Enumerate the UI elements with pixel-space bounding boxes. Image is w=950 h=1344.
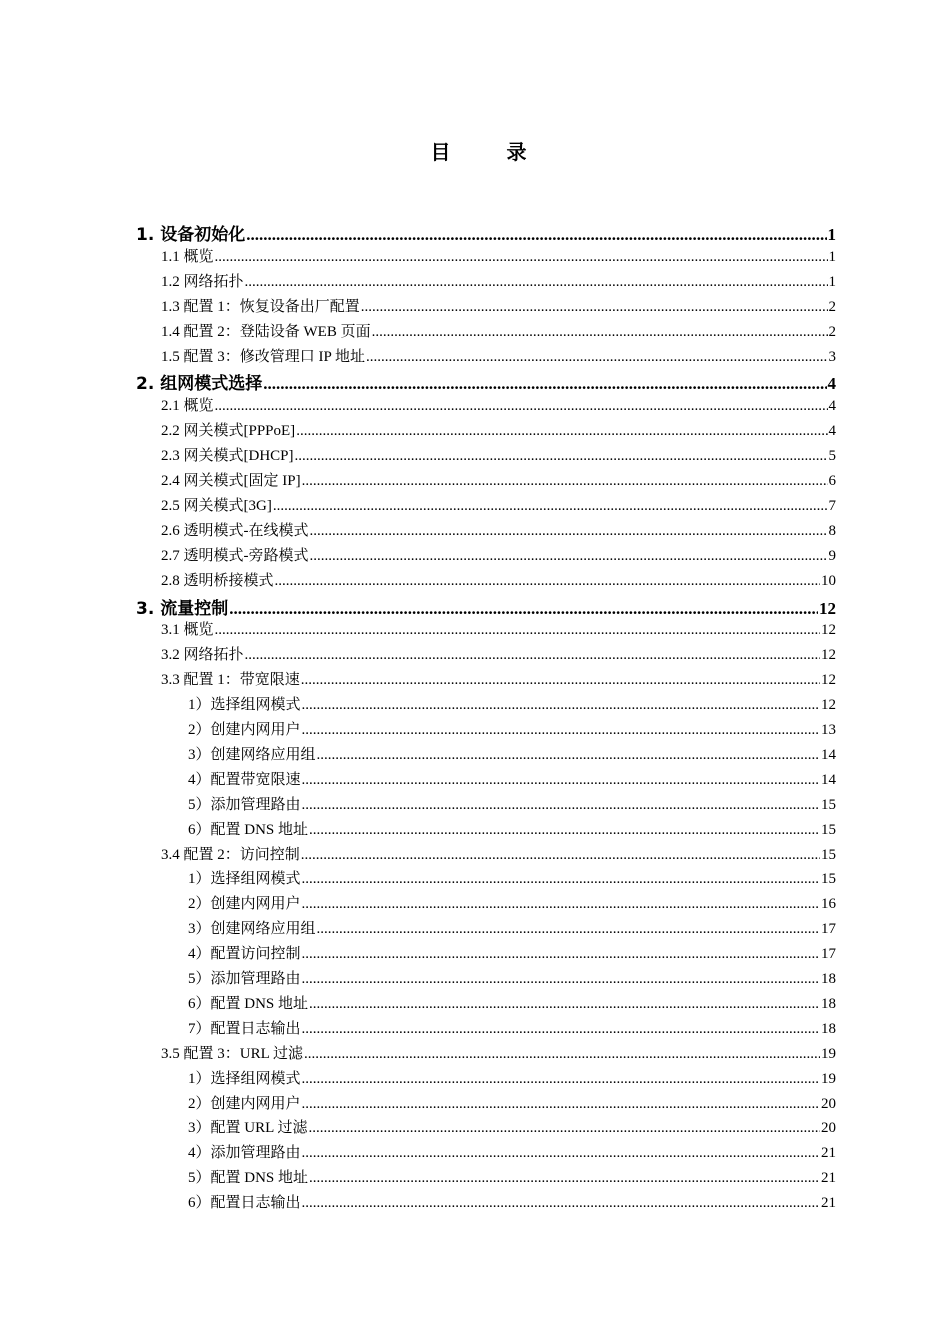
- toc-dot-leader: [302, 896, 820, 913]
- toc-entry[interactable]: [188, 768, 836, 792]
- toc-entry-label: 5）添加管理路由: [188, 971, 301, 987]
- toc-entry-page-number: 12: [821, 672, 836, 689]
- toc-dot-leader: [215, 622, 820, 639]
- toc-entry-page-number: 15: [821, 821, 836, 838]
- toc-entry-page-number: 15: [821, 846, 836, 863]
- toc-entry-label: 5）添加管理路由: [188, 796, 301, 813]
- toc-entry-page-number: 15: [821, 871, 836, 888]
- toc-dot-leader: [308, 1120, 820, 1137]
- toc-entry-label: 2.5 网关模式[3G]: [161, 497, 272, 514]
- toc-dot-leader: [302, 971, 820, 988]
- toc-dot-leader: [263, 374, 826, 394]
- toc-entry-page-number: 3: [828, 348, 836, 365]
- toc-dot-leader: [309, 822, 820, 839]
- toc-dot-leader: [310, 523, 828, 540]
- toc-dot-leader: [361, 299, 828, 316]
- toc-entry[interactable]: [161, 345, 836, 369]
- toc-entry-page-number: 18: [821, 1020, 836, 1037]
- toc-entry-page-number: 18: [821, 995, 836, 1012]
- toc-entry-label: 2.3 网关模式[DHCP]: [161, 448, 294, 465]
- toc-dot-leader: [245, 274, 828, 291]
- toc-entry-page-number: 20: [821, 1120, 836, 1137]
- toc-entry-page-number: 16: [821, 896, 836, 913]
- toc-entry-label: 2）创建内网用户: [188, 896, 301, 913]
- toc-entry-page-number: 14: [821, 746, 836, 763]
- toc-entry[interactable]: [188, 793, 836, 817]
- toc-entry[interactable]: [136, 220, 836, 244]
- toc-entry-label: 2.4 网关模式[固定 IP]: [161, 473, 301, 489]
- toc-entry-label: 1.4 配置 2：登陆设备 WEB 页面: [161, 323, 371, 340]
- toc-entry[interactable]: [188, 818, 836, 842]
- toc-entry[interactable]: [161, 643, 836, 667]
- toc-entry-page-number: 1: [828, 273, 836, 290]
- toc-dot-leader: [302, 797, 820, 814]
- toc-dot-leader: [304, 1046, 820, 1063]
- toc-entry-page-number: 12: [819, 598, 836, 618]
- toc-entry-page-number: 1: [828, 248, 836, 265]
- toc-entry-page-number: 15: [821, 796, 836, 813]
- toc-entry[interactable]: [161, 519, 836, 543]
- toc-dot-leader: [302, 1021, 820, 1038]
- toc-entry-page-number: 13: [821, 722, 836, 738]
- toc-entry[interactable]: [188, 1092, 836, 1116]
- toc-entry[interactable]: [188, 967, 836, 991]
- toc-entry-label: 6）配置日志输出: [188, 1195, 301, 1212]
- toc-entry-label: 2.6 透明模式-在线模式: [161, 522, 309, 539]
- toc-entry-label: 3.2 网络拓扑: [161, 647, 244, 664]
- toc-entry-label: 1.1 概览: [161, 248, 214, 265]
- toc-entry-label: 4）配置访问控制: [188, 946, 301, 963]
- toc-entry[interactable]: [161, 494, 836, 518]
- toc-entry-page-number: 12: [821, 697, 836, 714]
- toc-entry-page-number: 9: [828, 547, 836, 564]
- toc-dot-leader: [310, 548, 828, 565]
- toc-entry[interactable]: [161, 843, 836, 867]
- toc-dot-leader: [309, 996, 820, 1013]
- toc-entry-label: 3）创建网络应用组: [188, 921, 316, 938]
- toc-entry[interactable]: [161, 295, 836, 319]
- toc-dot-leader: [372, 324, 828, 341]
- toc-entry-label: 2）创建内网用户: [188, 722, 301, 738]
- toc-entry-page-number: 21: [821, 1195, 836, 1212]
- toc-entry-label: 3.5 配置 3：URL 过滤: [161, 1045, 303, 1062]
- toc-entry-label: 6）配置 DNS 地址: [188, 821, 309, 838]
- toc-entry-label: 4）配置带宽限速: [188, 771, 301, 788]
- toc-entry[interactable]: [188, 1017, 836, 1041]
- toc-entry-label: 1. 设备初始化: [136, 225, 246, 245]
- toc-dot-leader: [301, 847, 820, 864]
- toc-entry[interactable]: [188, 992, 836, 1016]
- toc-entry[interactable]: [188, 892, 836, 916]
- toc-entry[interactable]: [188, 917, 836, 941]
- toc-dot-leader: [309, 1170, 820, 1187]
- toc-entry-page-number: 20: [821, 1095, 836, 1112]
- toc-entry[interactable]: [161, 668, 836, 692]
- toc-entry[interactable]: [161, 245, 836, 269]
- toc-dot-leader: [302, 722, 820, 739]
- toc-entry-page-number: 12: [821, 647, 836, 664]
- toc-dot-leader: [302, 1145, 820, 1162]
- toc-entry-page-number: 17: [821, 921, 836, 938]
- toc-entry-page-number: 5: [828, 448, 836, 465]
- toc-entry[interactable]: [188, 1191, 836, 1215]
- toc-entry[interactable]: [161, 394, 836, 418]
- toc-entry[interactable]: [161, 469, 836, 493]
- toc-dot-leader: [302, 1071, 820, 1088]
- toc-entry[interactable]: [188, 718, 836, 742]
- toc-dot-leader: [302, 946, 820, 963]
- toc-dot-leader: [275, 573, 820, 590]
- toc-entry[interactable]: [188, 867, 836, 891]
- toc-title: 目 录: [430, 140, 545, 164]
- toc-entry[interactable]: [161, 618, 836, 642]
- toc-dot-leader: [295, 448, 828, 465]
- toc-entry[interactable]: [161, 544, 836, 568]
- toc-entry-page-number: 14: [821, 771, 836, 788]
- toc-entry[interactable]: [136, 594, 836, 618]
- toc-entry[interactable]: [161, 1042, 836, 1066]
- toc-dot-leader: [366, 349, 827, 366]
- toc-dot-leader: [273, 498, 828, 515]
- toc-entry-label: 3）创建网络应用组: [188, 746, 316, 763]
- toc-entry-label: 1.2 网络拓扑: [161, 273, 244, 290]
- toc-entry-label: 6）配置 DNS 地址: [188, 995, 309, 1012]
- toc-entry-label: 4）添加管理路由: [188, 1145, 301, 1162]
- toc-entry-label: 3.3 配置 1：带宽限速: [161, 672, 300, 689]
- toc-entry[interactable]: [161, 419, 836, 443]
- toc-entry-page-number: 4: [828, 423, 836, 440]
- toc-dot-leader: [302, 1096, 820, 1113]
- toc-entry[interactable]: [188, 1067, 836, 1091]
- toc-entry-page-number: 1: [827, 225, 836, 244]
- toc-entry-page-number: 4: [827, 374, 836, 394]
- toc-entry-label: 3.4 配置 2：访问控制: [161, 846, 300, 863]
- toc-entry-label: 2.8 透明桥接模式: [161, 572, 274, 589]
- toc-entry-page-number: 4: [828, 398, 836, 415]
- toc-entry-label: 1）选择组网模式: [188, 697, 301, 714]
- toc-entry-label: 5）配置 DNS 地址: [188, 1170, 309, 1187]
- toc-entry-label: 1.5 配置 3：修改管理口 IP 地址: [161, 348, 366, 365]
- toc-entry-label: 2.2 网关模式[PPPoE]: [161, 423, 296, 440]
- toc-entry-page-number: 21: [821, 1170, 836, 1187]
- toc-dot-leader: [302, 1195, 820, 1212]
- toc-entry-page-number: 17: [821, 946, 836, 963]
- toc-entry[interactable]: [188, 1141, 836, 1165]
- toc-entry[interactable]: [161, 320, 836, 344]
- toc-dot-leader: [302, 697, 820, 714]
- toc-dot-leader: [245, 647, 820, 664]
- toc-dot-leader: [302, 871, 820, 888]
- toc-dot-leader: [229, 599, 818, 619]
- toc-entry-page-number: 19: [821, 1070, 836, 1087]
- toc-entry-label: 2.7 透明模式-旁路模式: [161, 547, 309, 564]
- toc-entry-label: 1.3 配置 1：恢复设备出厂配置: [161, 298, 360, 315]
- toc-dot-leader: [317, 747, 820, 764]
- toc-entry-page-number: 10: [821, 572, 836, 589]
- toc-entry[interactable]: [188, 1116, 836, 1140]
- toc-entry[interactable]: [161, 444, 836, 468]
- toc-entry[interactable]: [188, 942, 836, 966]
- toc-entry[interactable]: [161, 270, 836, 294]
- toc-dot-leader: [215, 249, 828, 266]
- toc-entry-label: 1）选择组网模式: [188, 1070, 301, 1087]
- toc-entry-page-number: 7: [828, 497, 836, 514]
- toc-entry-label: 3）配置 URL 过滤: [188, 1120, 308, 1137]
- toc-entry-page-number: 8: [828, 522, 836, 539]
- toc-entry-label: 2）创建内网用户: [188, 1095, 301, 1112]
- toc-dot-leader: [302, 772, 820, 789]
- toc-entry[interactable]: [136, 369, 836, 393]
- toc-entry-page-number: 18: [821, 971, 836, 987]
- toc-entry-page-number: 21: [821, 1145, 836, 1162]
- toc-entry-label: 3.1 概览: [161, 622, 214, 639]
- toc-dot-leader: [301, 672, 820, 689]
- toc-dot-leader: [302, 473, 828, 490]
- toc-dot-leader: [296, 423, 827, 440]
- toc-entry-page-number: 6: [828, 473, 836, 489]
- toc-entry-page-number: 12: [821, 622, 836, 639]
- toc-entry-page-number: 2: [828, 323, 836, 340]
- toc-entry-page-number: 2: [828, 298, 836, 315]
- toc-entry-label: 7）配置日志输出: [188, 1020, 301, 1037]
- toc-entry-label: 1）选择组网模式: [188, 871, 301, 888]
- toc-dot-leader: [215, 398, 828, 415]
- toc-entry-label: 2. 组网模式选择: [136, 374, 263, 395]
- toc-entry[interactable]: [188, 743, 836, 767]
- toc-entry[interactable]: [188, 693, 836, 717]
- toc-entry-label: 2.1 概览: [161, 398, 214, 415]
- toc-dot-leader: [317, 921, 820, 938]
- toc-entry-page-number: 19: [821, 1045, 836, 1062]
- toc-entry-label: 3. 流量控制: [136, 598, 229, 619]
- toc-entry[interactable]: [161, 569, 836, 593]
- toc-dot-leader: [246, 225, 826, 245]
- toc-entry[interactable]: [188, 1166, 836, 1190]
